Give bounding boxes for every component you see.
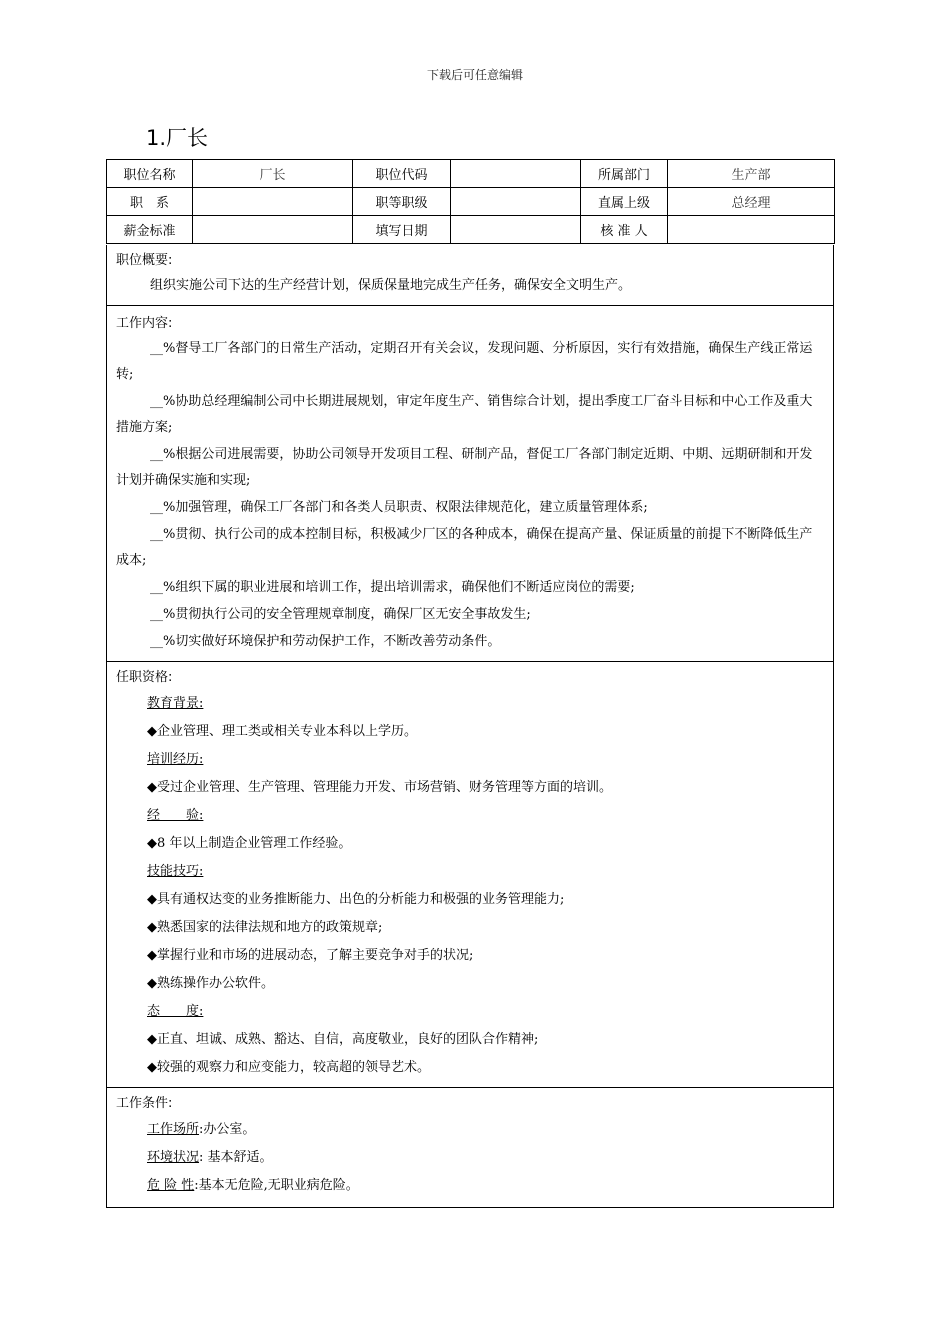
attitude-item: ◆较强的观察力和应变能力，较高超的领导艺术。: [147, 1060, 430, 1075]
label-job-family: 职 系: [107, 188, 193, 216]
label-position-code: 职位代码: [353, 160, 451, 188]
skill-item: ◆掌握行业和市场的进展动态，了解主要竞争对手的状况;: [147, 948, 474, 963]
label-approver: 核 准 人: [581, 216, 668, 244]
label-fill-date: 填写日期: [353, 216, 451, 244]
value-fill-date: [451, 216, 581, 244]
skill-item: ◆熟悉国家的法律法规和地方的政策规章;: [147, 920, 383, 935]
label-position-name: 职位名称: [107, 160, 193, 188]
risk-label: 危 险 性: [147, 1178, 195, 1193]
duty-item: __%协助总经理编制公司中长期进展规划，审定年度生产、销售综合计划，提出季度工厂奋斗目标和中心工作及重大措施方案;: [116, 394, 813, 435]
qualifications-section: [106, 662, 834, 1088]
duty-item: __%组织下属的职业进展和培训工作，提出培训需求，确保他们不断适应岗位的需要;: [150, 580, 635, 595]
summary-title: 职位概要:: [116, 253, 173, 268]
qualifications-title: 任职资格:: [116, 670, 173, 685]
label-department: 所属部门: [581, 160, 668, 188]
condition-risk: [116, 1172, 821, 1200]
training-label: 培训经历:: [147, 752, 204, 767]
environment-label: 环境状况: [147, 1150, 200, 1165]
skills-label: 技能技巧:: [147, 864, 204, 879]
conditions-section: [106, 1088, 834, 1208]
education-item: ◆企业管理、理工类或相关专业本科以上学历。: [147, 724, 417, 739]
label-salary: 薪金标准: [107, 216, 193, 244]
value-approver: [668, 216, 835, 244]
skill-item: ◆具有通权达变的业务推断能力、出色的分析能力和极强的业务管理能力;: [147, 892, 565, 907]
duty-item: __%切实做好环境保护和劳动保护工作，不断改善劳动条件。: [150, 634, 501, 649]
duty-item: __%贯彻执行公司的安全管理规章制度，确保厂区无安全事故发生;: [150, 607, 531, 622]
value-department: 生产部: [668, 160, 835, 188]
duty-item: __%督导工厂各部门的日常生产活动，定期召开有关会议，发现问题、分析原因，实行有效措施，确保生产线正常运转;: [116, 341, 813, 382]
place-label: 工作场所: [147, 1122, 200, 1137]
table-row: [107, 216, 835, 244]
duty-item: __%根据公司进展需要，协助公司领导开发项目工程、研制产品，督促工厂各部门制定近期、中期、远期研制和开发计划并确保实施和实现;: [116, 447, 813, 488]
page-title: 1.厂长: [146, 126, 209, 150]
education-label: 教育背景:: [147, 696, 204, 711]
duty-item: __%贯彻、执行公司的成本控制目标，积极减少厂区的各种成本，确保在提高产量、保证质量的前提下不断降低生产成本;: [116, 527, 813, 568]
attitude-item: ◆正直、坦诚、成熟、豁达、自信，高度敬业，良好的团队合作精神;: [147, 1032, 539, 1047]
label-grade: 职等职级: [353, 188, 451, 216]
place-value: :办公室。: [199, 1122, 256, 1137]
environment-value: : 基本舒适。: [199, 1150, 273, 1165]
skill-item: ◆熟练操作办公软件。: [147, 976, 274, 991]
training-item: ◆受过企业管理、生产管理、管理能力开发、市场营销、财务管理等方面的培训。: [147, 780, 612, 795]
duties-section: [106, 306, 834, 662]
label-supervisor: 直属上级: [581, 188, 668, 216]
header-note: 下载后可任意编辑: [426, 68, 523, 82]
value-position-name: 厂长: [193, 160, 353, 188]
summary-section: [106, 245, 834, 306]
position-info-table: [106, 159, 835, 244]
summary-text: 组织实施公司下达的生产经营计划，保质保量地完成生产任务，确保安全文明生产。: [150, 278, 632, 293]
risk-value: :基本无危险,无职业病危险。: [194, 1178, 359, 1193]
table-row: [107, 160, 835, 188]
condition-environment: [116, 1144, 821, 1172]
value-supervisor: 总经理: [668, 188, 835, 216]
condition-place: [116, 1116, 821, 1144]
experience-item: ◆8 年以上制造企业管理工作经验。: [147, 836, 352, 851]
value-salary: [193, 216, 353, 244]
value-grade: [451, 188, 581, 216]
attitude-label: 态 度:: [147, 1004, 204, 1019]
value-position-code: [451, 160, 581, 188]
table-row: [107, 188, 835, 216]
value-job-family: [193, 188, 353, 216]
duty-item: __%加强管理，确保工厂各部门和各类人员职责、权限法律规范化，建立质量管理体系;: [150, 500, 648, 515]
conditions-title: 工作条件:: [116, 1096, 173, 1111]
duties-title: 工作内容:: [116, 316, 173, 331]
experience-label: 经 验:: [147, 808, 204, 823]
